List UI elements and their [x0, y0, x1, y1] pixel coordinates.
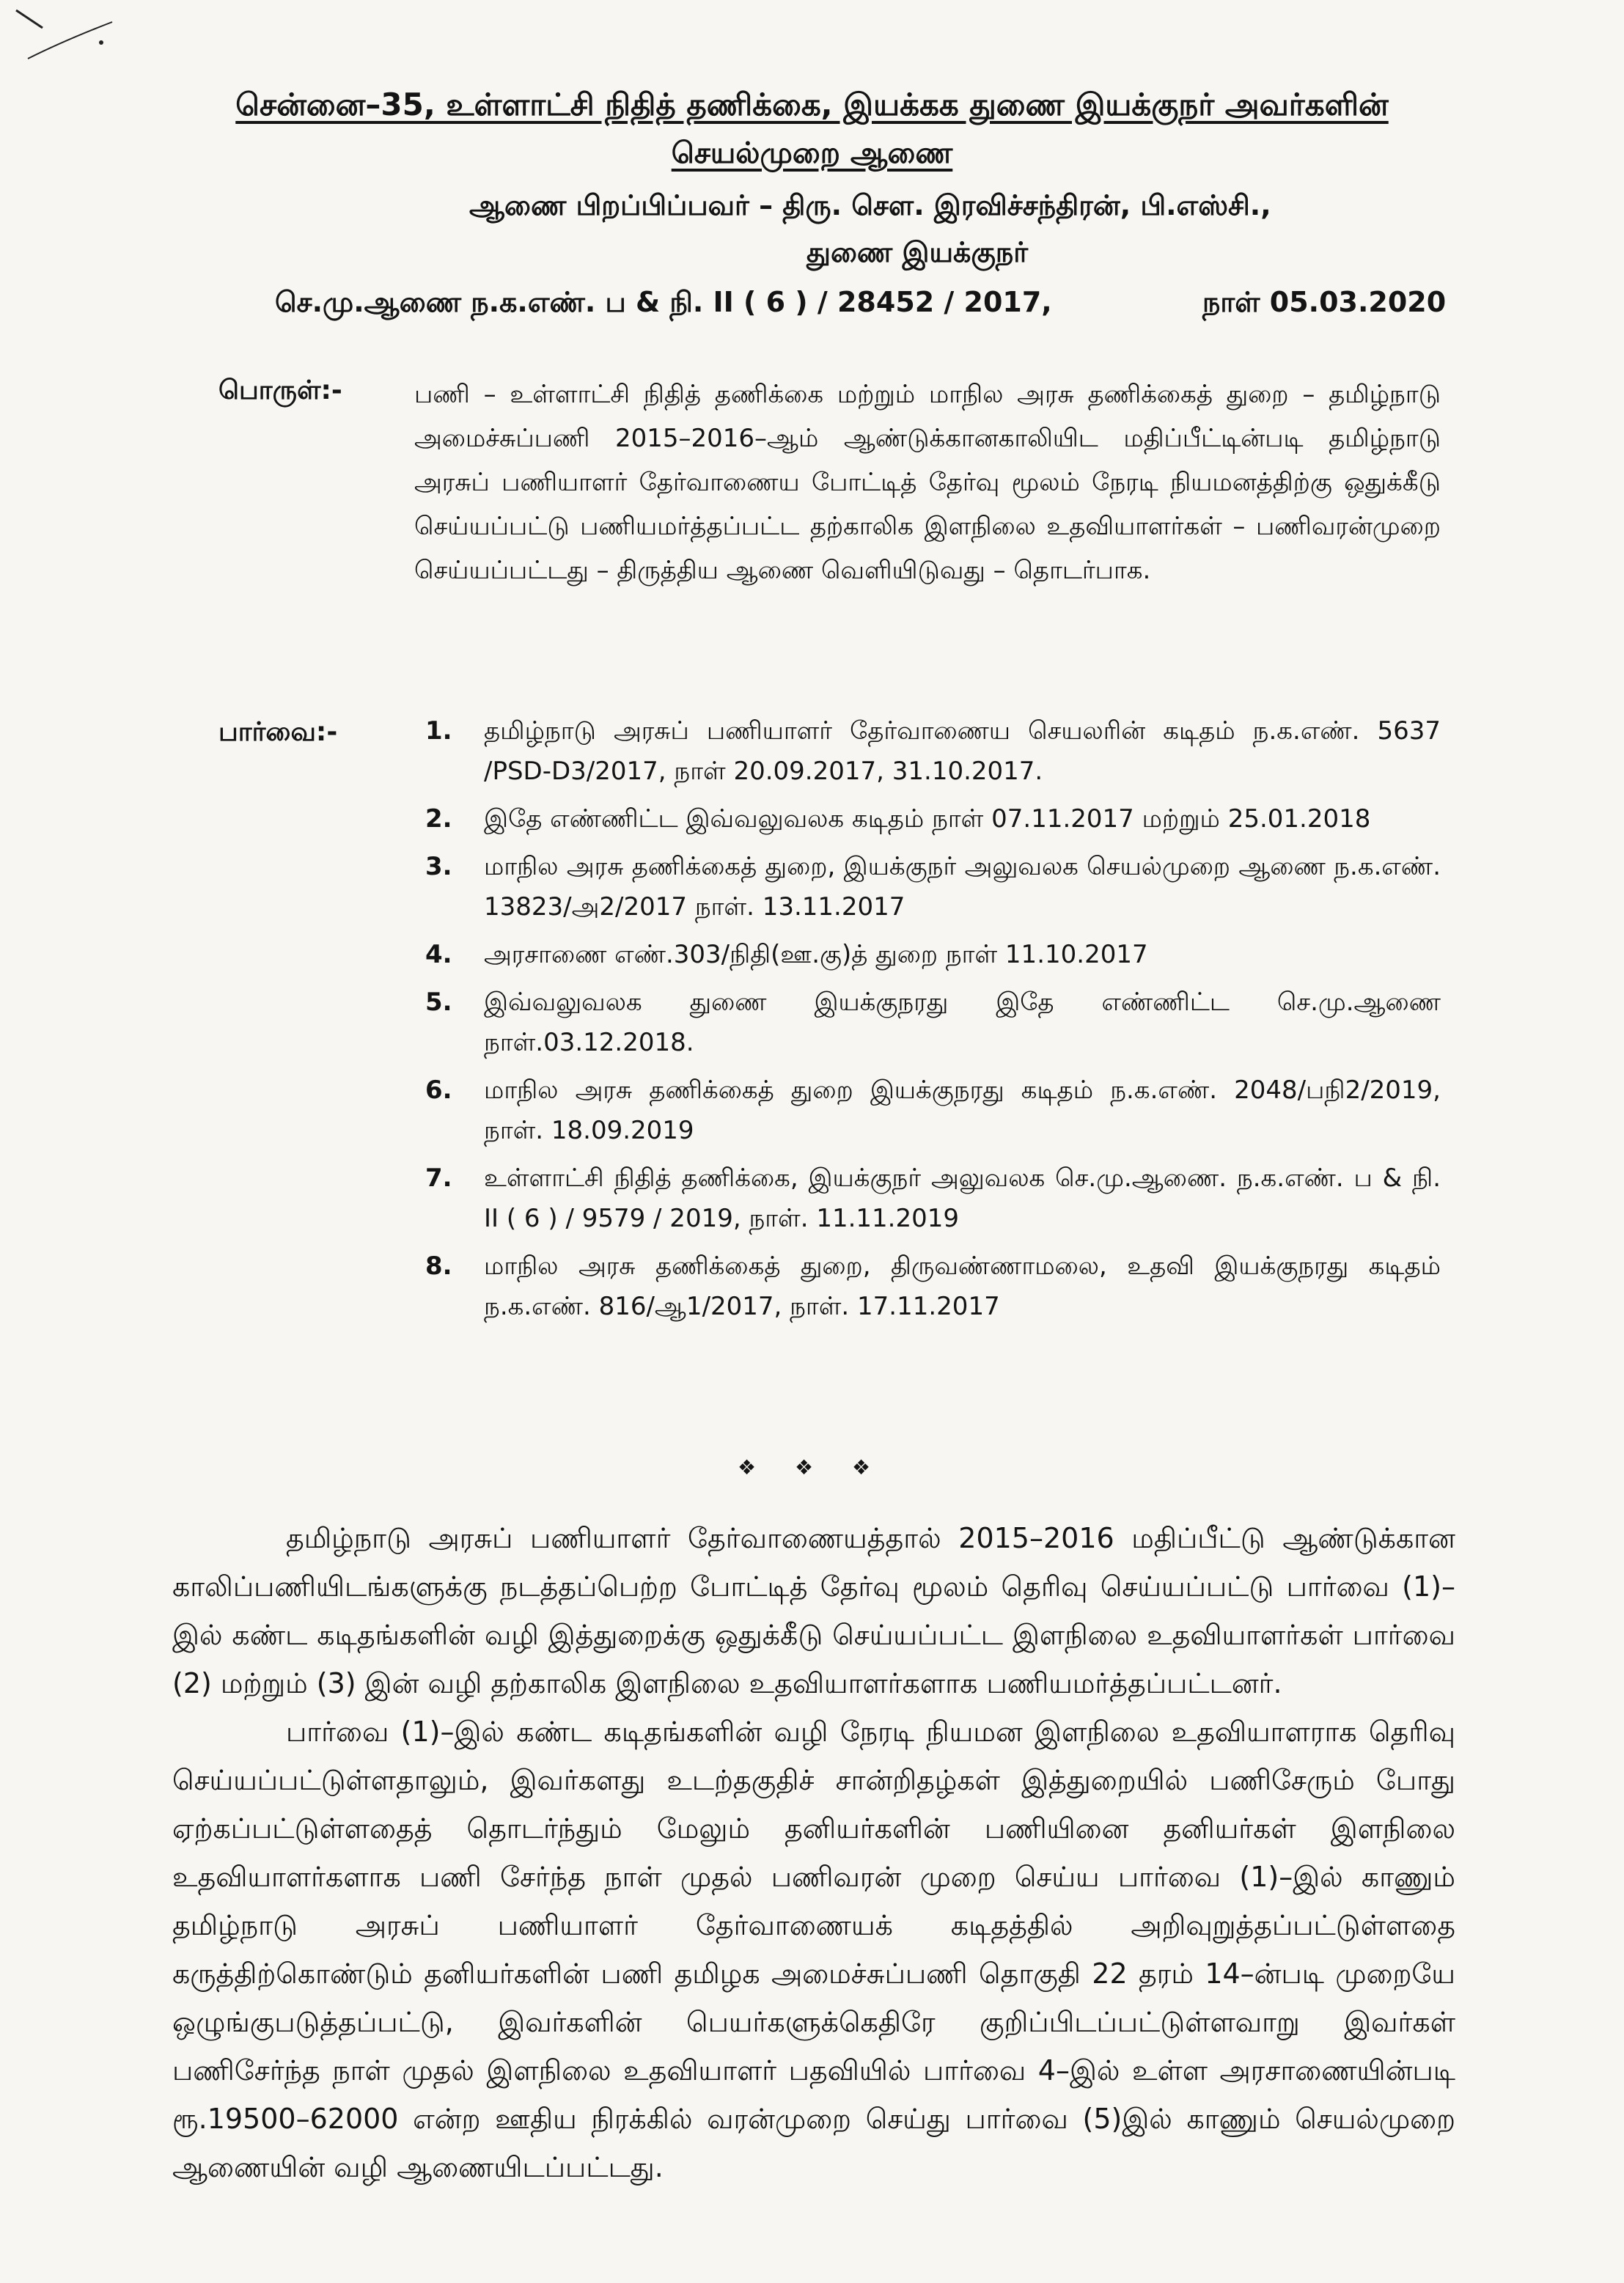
reference-text: அரசாணை எண்.303/நிதி(ஊ.கு)த் துறை நாள் 11.10.2017 — [484, 940, 1148, 969]
reference-number-label: 4. — [425, 940, 452, 969]
reference-number-label: 2. — [425, 804, 452, 834]
body-paragraph: தமிழ்நாடு அரசுப் பணியாளர் தேர்வாணையத்தால் 2015–2016 மதிப்பீட்டு ஆண்டுக்கான காலிப்பணியிடங்களுக்கு நடத்தப்பெற்ற போட்டித் தேர்வு மூலம் தெரிவு செய்யப்பட்டு பார்வை (1)–இல் கண்ட கடிதங்களின் வழி இத்துறைக்கு ஒதுக்கீடு செய்யப்பட்ட இளநிலை உதவியாளர்கள் பார்வை (2) மற்றும் (3) இன் வழி தற்காலிக இளநிலை உதவியாளர்களாக பணியமர்த்தப்பட்டனர். — [172, 1522, 1455, 1699]
subject-label: பொருள்:- — [218, 375, 342, 405]
reference-item — [425, 847, 1441, 927]
section-separator: ❖ ❖ ❖ — [737, 1455, 887, 1479]
issuer: ஆணை பிறப்பிப்பவர் – திரு. சௌ. இரவிச்சந்திரன், பி.எஸ்சி., — [469, 189, 1271, 221]
reference-item — [425, 1246, 1441, 1327]
reference-text: இவ்வலுவலக துணை இயக்குநரது இதே எண்ணிட்ட செ.மு.ஆணை நாள்.03.12.2018. — [484, 988, 1441, 1057]
order-date: நாள் 05.03.2020 — [1202, 286, 1447, 318]
reference-text: தமிழ்நாடு அரசுப் பணியாளர் தேர்வாணைய செயலரின் கடிதம் ந.க.எண். 5637 /PSD-D3/2017, நாள் 20.09.2017, 31.10.2017. — [484, 716, 1441, 786]
reference-number-label: 6. — [425, 1076, 452, 1105]
subject-text: பணி – உள்ளாட்சி நிதித் தணிக்கை மற்றும் மாநில அரசு தணிக்கைத் துறை – தமிழ்நாடு அமைச்சுப்பணி 2015–2016–ஆம் ஆண்டுக்கானகாலியிட மதிப்பீட்டின்படி தமிழ்நாடு அரசுப் பணியாளர் தேர்வாணைய போட்டித் தேர்வு மூலம் நேரடி நியமனத்திற்கு ஒதுக்கீடு செய்யப்பட்டு பணியமர்த்தப்பட்ட தற்காலிக இளநிலை உதவியாளர்கள் – பணிவரன்முறை செய்யப்பட்டது – திருத்திய ஆணை வெளியிடுவது – தொடர்பாக. — [414, 380, 1441, 585]
reference-item — [425, 982, 1441, 1063]
reference-text: இதே எண்ணிட்ட இவ்வலுவலக கடிதம் நாள் 07.11.2017 மற்றும் 25.01.2018 — [484, 804, 1371, 834]
references-label: பார்வை:- — [218, 717, 338, 747]
reference-number-label: 5. — [425, 988, 452, 1017]
reference-number: செ.மு.ஆணை ந.க.எண். ப & நி. II ( 6 ) / 28452 / 2017, — [275, 286, 1052, 318]
reference-text: மாநில அரசு தணிக்கைத் துறை, திருவண்ணாமலை, உதவி இயக்குநரது கடிதம் ந.க.எண். 816/ஆ1/2017, நாள். 17.11.2017 — [484, 1251, 1441, 1321]
reference-item — [425, 1158, 1441, 1239]
reference-number-label: 3. — [425, 852, 452, 881]
designation: துணை இயக்குநர் — [807, 236, 1029, 268]
reference-item — [425, 711, 1441, 792]
reference-item — [425, 935, 1441, 975]
reference-item — [425, 1070, 1441, 1151]
reference-item — [425, 799, 1441, 839]
office-title: சென்னை–35, உள்ளாட்சி நிதித் தணிக்கை, இயக்கக துணை இயக்குநர் அவர்களின் — [235, 87, 1389, 122]
references-list — [425, 711, 1441, 1334]
reference-number-label: 7. — [425, 1163, 452, 1193]
order-type: செயல்முறை ஆணை — [671, 136, 953, 170]
order-body — [172, 1514, 1455, 2191]
reference-number-label: 1. — [425, 716, 452, 746]
reference-text: மாநில அரசு தணிக்கைத் துறை, இயக்குநர் அலுவலக செயல்முறை ஆணை ந.க.எண். 13823/அ2/2017 நாள். 13.11.2017 — [484, 852, 1441, 922]
body-paragraph: பார்வை (1)–இல் கண்ட கடிதங்களின் வழி நேரடி நியமன இளநிலை உதவியாளராக தெரிவு செய்யப்பட்டுள்ளதாலும், இவர்களது உடற்தகுதிச் சான்றிதழ்கள் இத்துறையில் பணிசேரும் போது ஏற்கப்பட்டுள்ளதைத் தொடர்ந்தும் மேலும் தனியர்களின் பணியினை தனியர்கள் இளநிலை உதவியாளர்களாக பணி சேர்ந்த நாள் முதல் பணிவரன் முறை செய்ய பார்வை (1)–இல் காணும் தமிழ்நாடு அரசுப் பணியாளர் தேர்வாணையக் கடிதத்தில் அறிவுறுத்தப்பட்டுள்ளதை கருத்திற்கொண்டும் தனியர்களின் பணி தமிழக அமைச்சுப்பணி தொகுதி 22 தரம் 14–ன்படி முறையே ஒழுங்குபடுத்தப்பட்டு, இவர்களின் பெயர்களுக்கெதிரே குறிப்பிடப்பட்டுள்ளவாறு இவர்கள் பணிசேர்ந்த நாள் முதல் இளநிலை உதவியாளர் பதவியில் பார்வை 4–இல் உள்ள அரசாணையின்படி ரூ.19500–62000 என்ற ஊதிய நிரக்கில் வரன்முறை செய்து பார்வை (5)இல் காணும் செயல்முறை ஆணையின் வழி ஆணையிடப்பட்டது. — [172, 1716, 1455, 2183]
reference-text: மாநில அரசு தணிக்கைத் துறை இயக்குநரது கடிதம் ந.க.எண். 2048/பநி2/2019, நாள். 18.09.2019 — [484, 1076, 1441, 1145]
pen-mark — [13, 7, 116, 73]
reference-text: உள்ளாட்சி நிதித் தணிக்கை, இயக்குநர் அலுவலக செ.மு.ஆணை. ந.க.எண். ப & நி. II ( 6 ) / 9579 / 2019, நாள். 11.11.2019 — [484, 1163, 1441, 1233]
reference-number-label: 8. — [425, 1251, 452, 1281]
